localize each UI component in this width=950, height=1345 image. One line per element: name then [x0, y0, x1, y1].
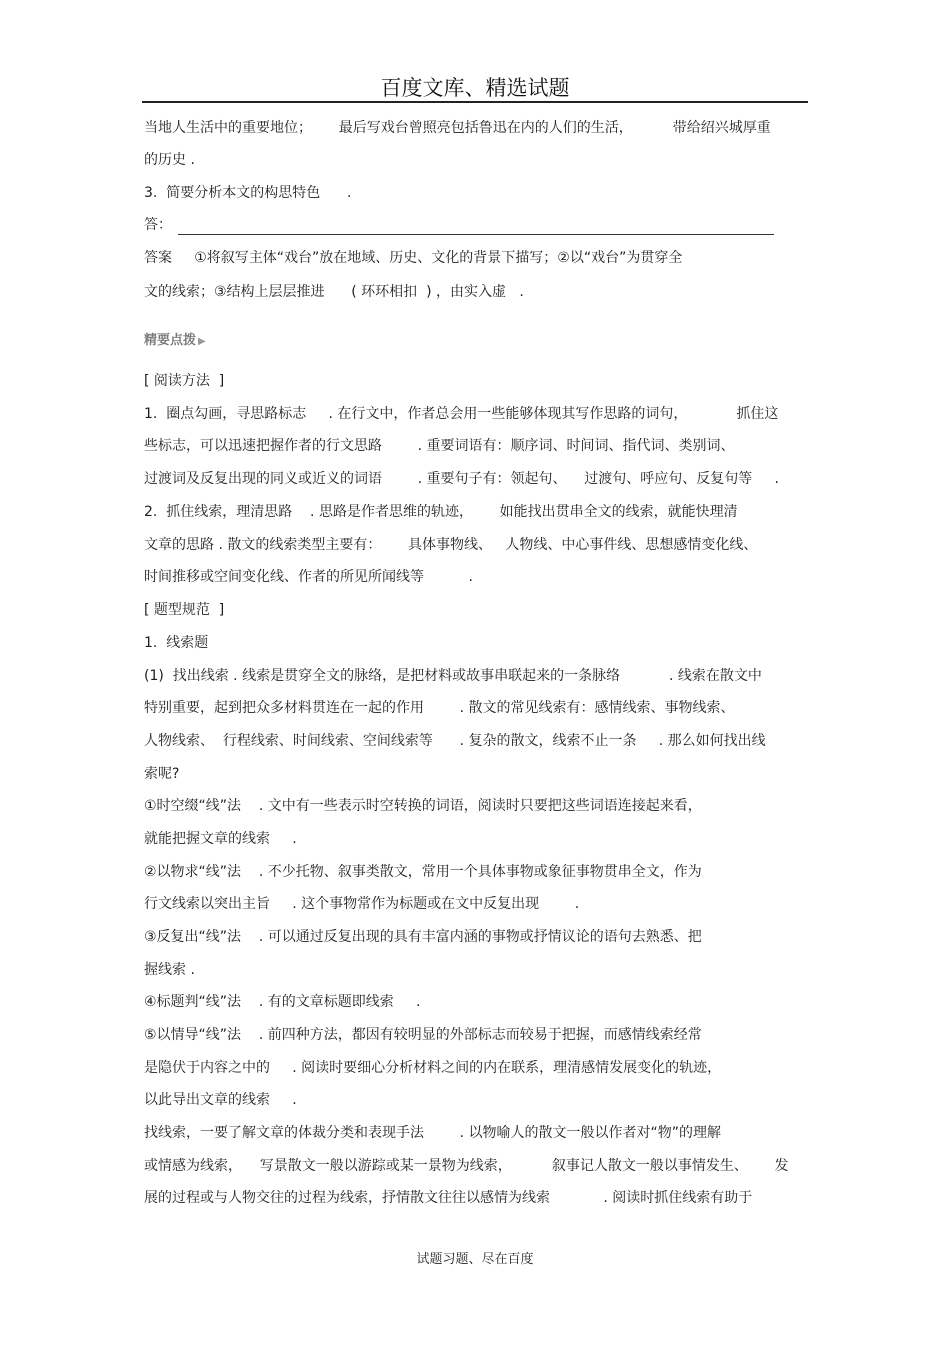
- body-line: (1) 找出线索 . 线索是贯穿全文的脉络，是把材料或故事串联起来的一条脉络 . 线索在散文中: [144, 668, 762, 684]
- body-line: 2. 抓住线索，理清思路 . 思路是作者思维的轨迹， 如能找出贯串全文的线索，就能快理清: [144, 504, 738, 520]
- header-divider: [142, 101, 808, 103]
- section-heading: [ 题型规范 ]: [144, 602, 225, 618]
- body-line: 展的过程或与人物交往的过程为线索，抒情散文往往以感情为线索 . 阅读时抓住线索有助于: [144, 1190, 753, 1206]
- body-line: 1. 圈点勾画，寻思路标志 . 在行文中，作者总会用一些能够体现其写作思路的词句， 抓住这: [144, 406, 779, 422]
- body-line: ②以物求“线”法 . 不少托物、叙事类散文，常用一个具体事物或象征事物贯串全文，作为: [144, 864, 702, 880]
- body-line: 特别重要，起到把众多材料贯连在一起的作用 . 散文的常见线索有：感情线索、事物线索、: [144, 700, 735, 716]
- body-line: 当地人生活中的重要地位； 最后写戏台曾照亮包括鲁迅在内的人们的生活， 带给绍兴城厚重: [144, 120, 771, 136]
- body-line: 过渡词及反复出现的同义或近义的词语 . 重要句子有：领起句、 过渡句、呼应句、反复句等 .: [144, 471, 780, 487]
- page-title: 百度文库、精选试题: [380, 76, 570, 100]
- body-line: 就能把握文章的线索 .: [144, 831, 297, 847]
- body-line: 握线索 .: [144, 962, 195, 978]
- body-line: 时间推移或空间变化线、作者的所见所闻线等 .: [144, 569, 473, 585]
- body-line: ①时空缀“线”法 . 文中有一些表示时空转换的词语，阅读时只要把这些词语连接起来看，: [144, 798, 702, 814]
- body-line: 1. 线索题: [144, 635, 209, 651]
- tip-label: 精要点拨: [144, 333, 197, 348]
- body-line: ③反复出“线”法 . 可以通过反复出现的具有丰富内涵的事物或抒情议论的语句去熟悉、把: [144, 929, 702, 945]
- question-3: 3. 简要分析本文的构思特色 .: [144, 185, 352, 201]
- tip-heading: [144, 329, 206, 348]
- body-line: 或情感为线索， 写景散文一般以游踪或某一景物为线索， 叙事记人散文一般以事情发生、 发: [144, 1158, 789, 1174]
- page-footer: 试题习题、尽在百度: [416, 1252, 534, 1267]
- body-line: 人物线索、 行程线索、时间线索、空间线索等 . 复杂的散文，线索不止一条 . 那么如何找出线: [144, 733, 766, 749]
- body-line: 以此导出文章的线索 .: [144, 1092, 297, 1108]
- play-arrow-icon: ▶: [198, 336, 206, 347]
- body-line: ④标题判“线”法 . 有的文章标题即线索 .: [144, 994, 421, 1010]
- body-line: 的历史 .: [144, 152, 195, 168]
- body-line: 行文线索以突出主旨 . 这个事物常作为标题或在文中反复出现 .: [144, 896, 580, 912]
- answer-blank-line: [178, 234, 774, 235]
- answer-text: 文的线索；③结构上层层推进 ( 环环相扣 ) ，由实入虚 .: [144, 284, 524, 300]
- body-line: 找线索，一要了解文章的体裁分类和表现手法 . 以物喻人的散文一般以作者对“物”的理解: [144, 1125, 722, 1141]
- answer-text: 答案 ①将叙写主体“戏台”放在地域、历史、文化的背景下描写；②以“戏台”为贯穿全: [144, 250, 683, 266]
- body-line: ⑤以情导“线”法 . 前四种方法，都因有较明显的外部标志而较易于把握，而感情线索经常: [144, 1027, 702, 1043]
- answer-label: 答：: [144, 217, 172, 233]
- body-line: 索呢?: [144, 766, 180, 782]
- body-line: 是隐伏于内容之中的 . 阅读时要细心分析材料之间的内在联系，理清感情发展变化的轨迹，: [144, 1060, 722, 1076]
- body-line: 些标志，可以迅速把握作者的行文思路 . 重要词语有：顺序词、时间词、指代词、类别词、: [144, 438, 735, 454]
- section-heading: [ 阅读方法 ]: [144, 373, 225, 389]
- body-line: 文章的思路 . 散文的线索类型主要有： 具体事物线、 人物线、中心事件线、思想感情变化线、: [144, 537, 758, 553]
